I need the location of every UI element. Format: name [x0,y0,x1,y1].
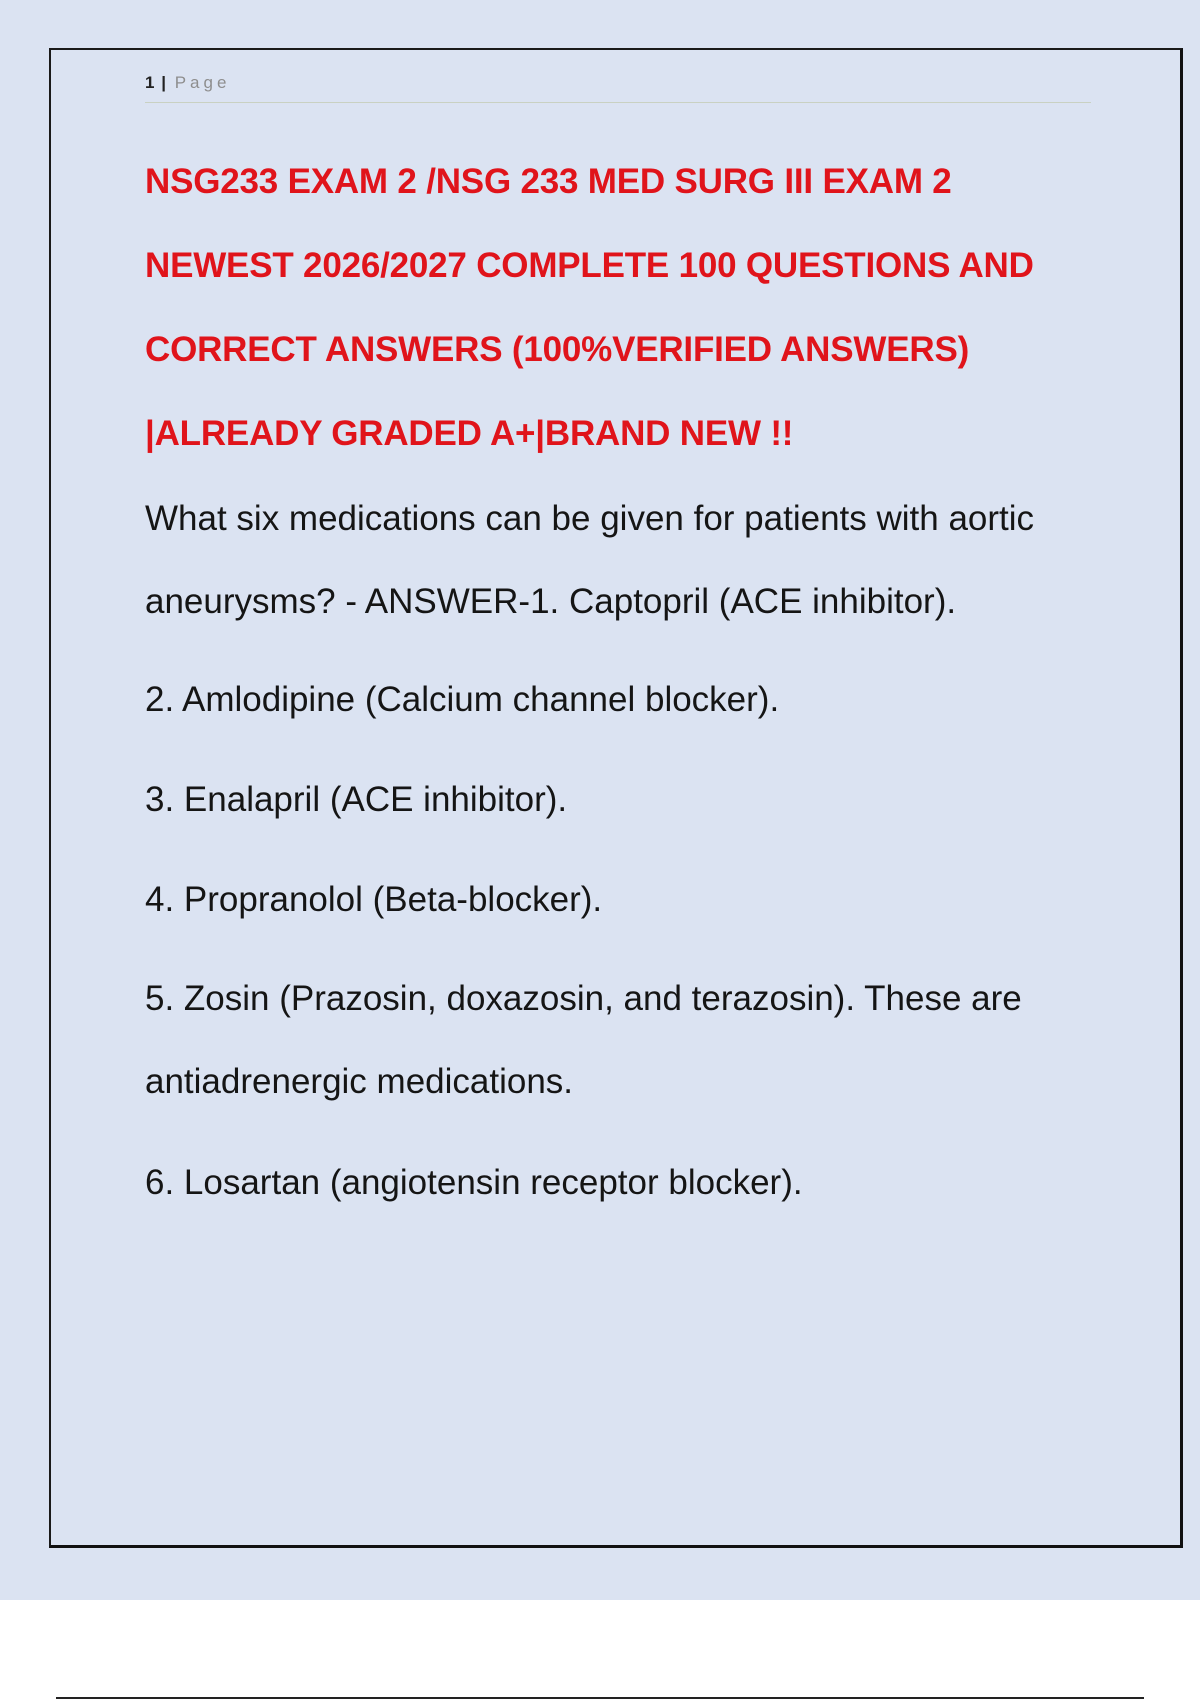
answer-item-4: 4. Propranolol (Beta-blocker). [145,880,603,919]
document-title: NSG233 EXAM 2 /NSG 233 MED SURG III EXAM 2 NEWEST 2026/2027 COMPLETE 100 QUESTIONS AND CORRECT ANSWERS (100%VERIFIED ANSWERS) |ALREADY GRADED A+|BRAND NEW !! [145,162,1034,453]
answer-item-5: 5. Zosin (Prazosin, doxazosin, and terazosin). These are antiadrenergic medications. [145,979,1022,1101]
answer-item-6: 6. Losartan (angiotensin receptor blocker). [145,1163,803,1202]
page-label: Page [174,73,231,92]
answer-item-2: 2. Amlodipine (Calcium channel blocker). [145,680,780,719]
page-number: 1 [145,73,155,92]
answer-item-3: 3. Enalapril (ACE inhibitor). [145,780,568,819]
question-text: What six medications can be given for patients with aortic aneurysms? - ANSWER-1. Captopril (ACE inhibitor). [145,499,1035,621]
footer-divider [56,1697,1144,1699]
page-separator: | [161,73,166,92]
page-header [145,73,1091,103]
